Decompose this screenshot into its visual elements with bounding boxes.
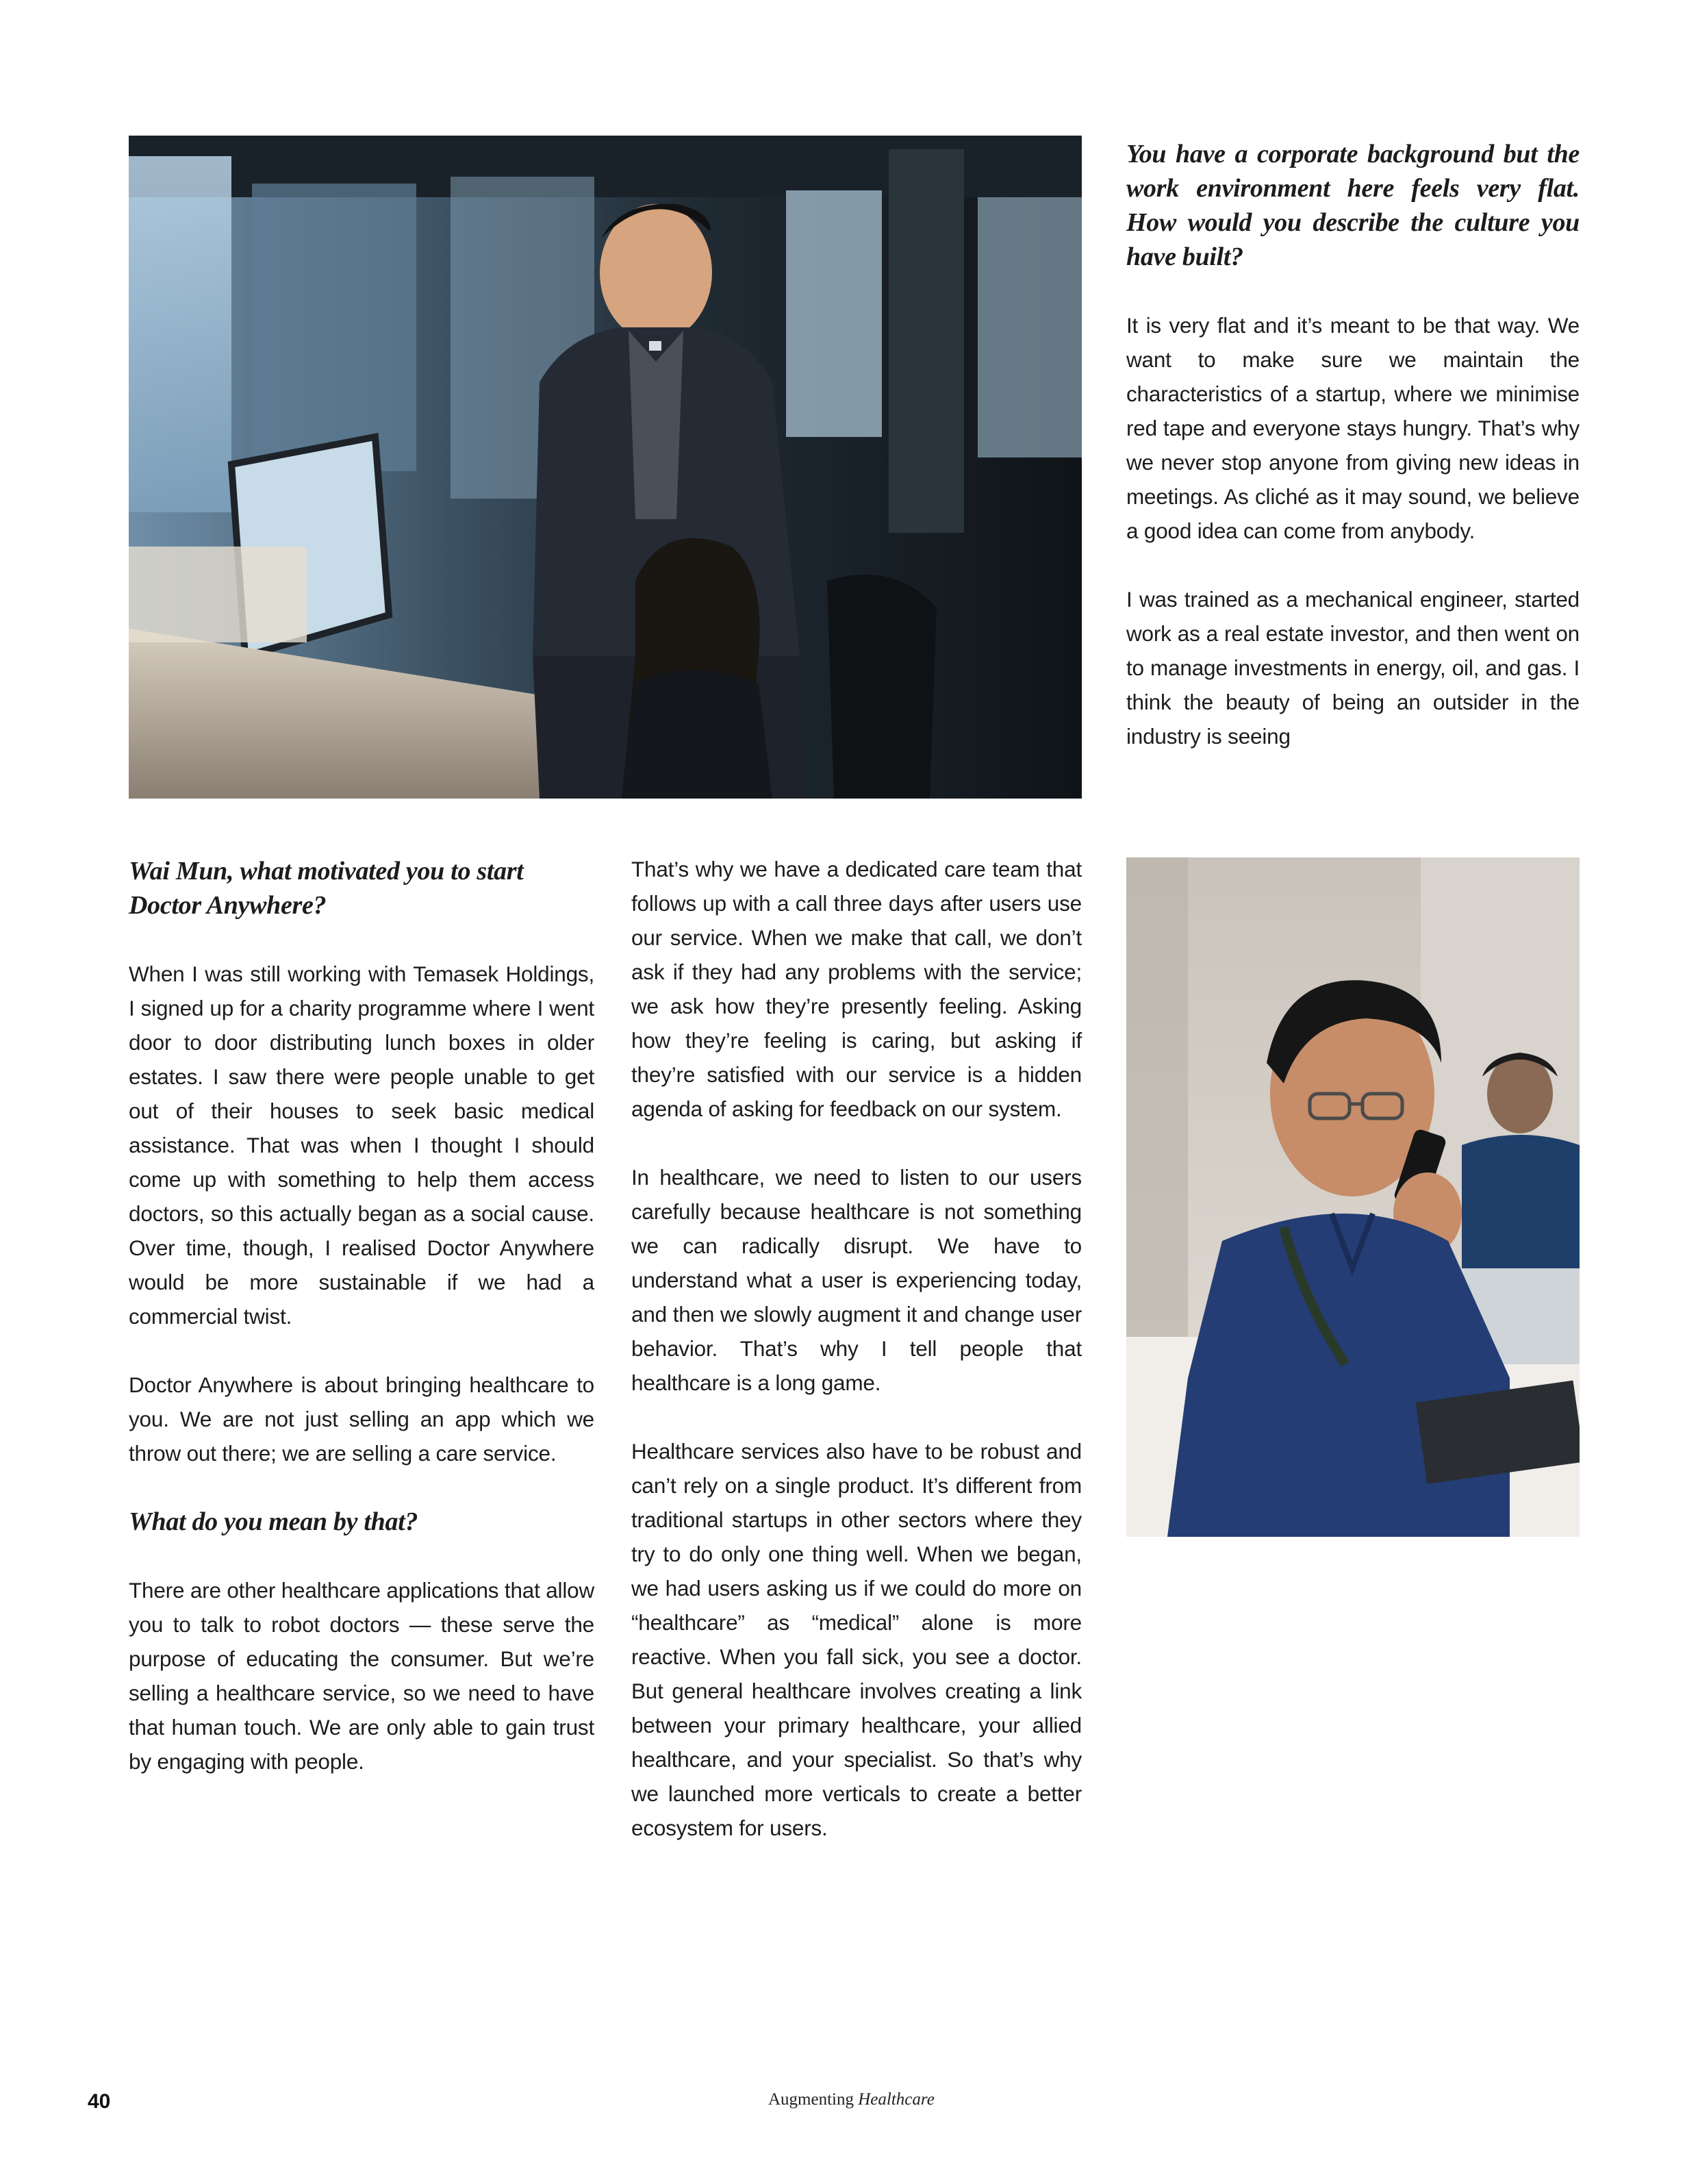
culture-question: You have a corporate background but the work environment here feels very flat. How would you describe the culture you have built?	[1126, 140, 1580, 271]
motivation-answer-paragraph-2: Doctor Anywhere is about bringing healthcare to you. We are not just selling an app which we throw out there; we are selling a care service.	[129, 1372, 594, 1466]
page-number: 40	[88, 2090, 111, 2113]
photo-doctor-on-phone	[1126, 857, 1580, 1537]
care-team-paragraph: That’s why we have a dedicated care team that follows up with a call three days after users use our service. When we make that call, we don’t ask if they had any problems with the service; we ask how they’re presently feeling. Asking how they’re feeling is caring, but asking if they’re satisfied with our service is a hidden agenda of asking for feedback on our system.	[631, 857, 1082, 1121]
meaning-question: What do you mean by that?	[129, 1507, 418, 1536]
robust-services-paragraph: Healthcare services also have to be robust and can’t rely on a single product. It’s different from traditional startups in other sectors where they try to do only one thing well. When we began, we had users asking us if we could do more on “healthcare” as “medical” alone is more reactive. When you fall sick, you see a doctor. But general healthcare involves creating a link between your primary healthcare, your allied healthcare, and your specialist. So that’s why we launched more verticals to create a better ecosystem for users.	[631, 1439, 1082, 1840]
publication-title-regular: Augmenting	[768, 2090, 859, 2109]
doctor-photo-illustration	[1126, 857, 1580, 1537]
photo-office-founder	[129, 136, 1082, 799]
motivation-question: Wai Mun, what motivated you to start Doctor Anywhere?	[129, 857, 524, 920]
culture-answer-paragraph-2: I was trained as a mechanical engineer, started work as a real estate investor, and then went on to manage investments in energy, oil, and gas. I think the beauty of being an outsider in the industry is seeing	[1126, 587, 1580, 749]
culture-section	[1126, 137, 1580, 753]
office-photo-illustration	[129, 136, 1082, 799]
motivation-answer-paragraph-1: When I was still working with Temasek Holdings, I signed up for a charity programme where I went door to door distributing lunch boxes in older estates. I saw there were people unable to get out of their houses to seek basic medical assistance. That was when I thought I should come up with something to help them access doctors, so this actually began as a social cause. Over time, though, I realised Doctor Anywhere would be more sustainable if we had a commercial twist.	[129, 962, 594, 1329]
motivation-section	[129, 854, 594, 1779]
publication-title-italic: Healthcare	[858, 2090, 935, 2109]
care-team-section	[631, 852, 1082, 1845]
listening-paragraph: In healthcare, we need to listen to our users carefully because healthcare is not something we can radically disrupt. We have to understand what a user is experiencing today, and then we slowly augment it and change user behavior. That’s why I tell people that healthcare is a long game.	[631, 1165, 1082, 1395]
publication-title	[768, 2090, 935, 2109]
meaning-answer-paragraph: There are other healthcare applications that allow you to talk to robot doctors — these serve the purpose of educating the consumer. But we’re selling a healthcare service, so we need to have that human touch. We are only able to gain trust by engaging with people.	[129, 1578, 594, 1774]
culture-answer-paragraph-1: It is very flat and it’s meant to be that way. We want to make sure we maintain the characteristics of a startup, where we minimise red tape and everyone stays hungry. That’s why we never stop anyone from giving new ideas in meetings. As cliché as it may sound, we believe a good idea can come from anybody.	[1126, 313, 1580, 543]
